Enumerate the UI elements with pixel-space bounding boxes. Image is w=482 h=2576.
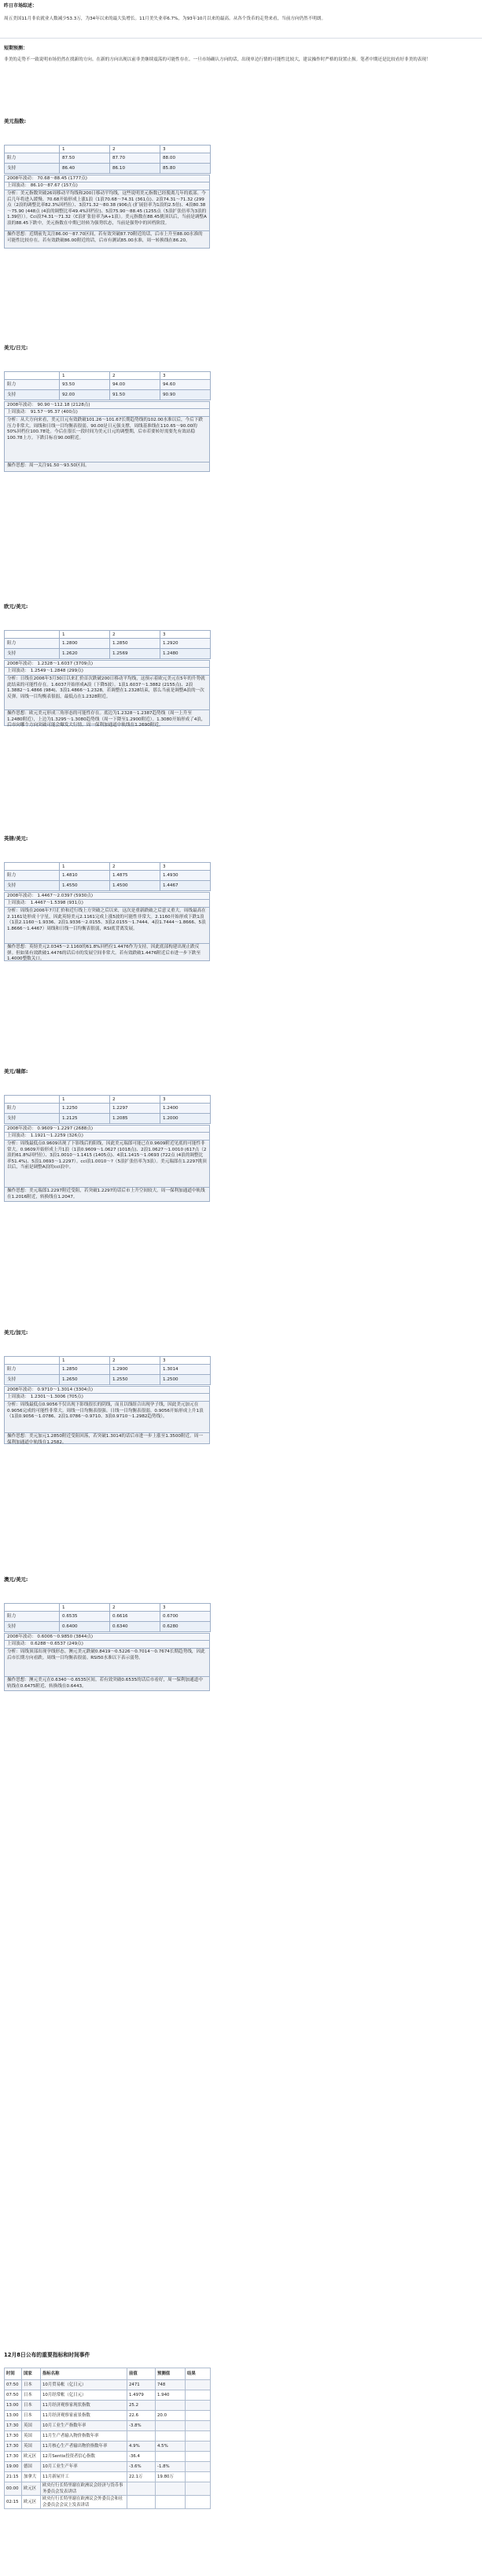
- range-2008: 2008年波动： 1.2328～1.6037 (3709点): [4, 660, 210, 668]
- resistance-value: 1.3014: [160, 1365, 211, 1375]
- cal-previous: -36.4: [127, 2452, 156, 2462]
- levels-col-header: 1: [60, 146, 110, 153]
- levels-col-header: 2: [110, 631, 160, 639]
- cal-time: 17:30: [5, 2441, 22, 2452]
- cal-time: 07:50: [5, 2390, 22, 2401]
- support-label: 支持: [5, 881, 60, 891]
- cal-time: 13:00: [5, 2401, 22, 2411]
- resistance-value: 1.2900: [110, 1365, 160, 1375]
- cal-indicator: 11月新屋开工: [41, 2472, 127, 2482]
- cal-time: 17:30: [5, 2421, 22, 2431]
- resistance-row: [5, 1612, 211, 1622]
- cal-forecast: [156, 2421, 186, 2431]
- levels-col-header: [5, 1357, 60, 1365]
- levels-col-header: [5, 372, 60, 380]
- cal-result: [186, 2462, 211, 2472]
- range-last-week: 上周波动： 1.2301～1.3006 (705点): [4, 1394, 210, 1402]
- levels-col-header: 3: [160, 372, 211, 380]
- analysis-text: 分析：美元指数突破26周移动平均线和200日移动平均线，这些说明美元指数已经脱离几年的底部。今后几年将进入缓慢、70.68开始形成上涨1浪（1浪70.68～74.31 (361点)、2浪74.31～71.32 (299点（2浪的调整比率82.3%回档位）、3浪71.32～80.38 (906点 (扩展倍率为1浪的2.5倍)、4浪80.38～75.90 (448点 (4浪的调整比率49.4%回档位)、5浪75.90～88.45 (1255点（5浪扩张倍率为3浪的1.39倍））。Cci浪74.31～71.32（C浪扩张倍率为A+1浪）。美元指数在88.45挑顶以后，当前是调整A浪的88.45下跌中，美元指数在中期已经转为强势状态，当前是强势中的回档阶段。: [4, 190, 210, 231]
- levels-col-header: 2: [110, 1096, 160, 1104]
- support-row: [5, 881, 211, 891]
- cal-forecast: 1.940: [156, 2390, 186, 2401]
- strategy-text: 操作思想：澳元美元在0.6340～0.6535区间。若有效突破0.6535的话后市看好，周一保利加通道中轨线在0.6475附近、转换线在0.6443。: [4, 1677, 210, 1691]
- levels-col-header: 2: [110, 372, 160, 380]
- levels-col-header: [5, 1604, 60, 1612]
- levels-header-row: [5, 1096, 211, 1104]
- support-row: [5, 1375, 211, 1385]
- support-value: 1.4550: [60, 881, 110, 891]
- cal-indicator: 欧央行行长特里谢在欧洲议会经济与货币事务委员会发表讲话: [41, 2482, 127, 2496]
- cal-country: 日本: [22, 2411, 41, 2421]
- levels-table: [4, 862, 211, 891]
- support-value: 86.10: [110, 164, 160, 174]
- calendar-row: [5, 2401, 211, 2411]
- cal-result: [186, 2421, 211, 2431]
- cal-indicator: 欧央行行长特里谢在欧洲议会外委员会和社会委员会会议上发表讲话: [41, 2496, 127, 2509]
- cal-time: 19:00: [5, 2462, 22, 2472]
- resistance-value: 0.6616: [110, 1612, 160, 1622]
- resistance-row: [5, 1104, 211, 1114]
- forecast-heading: 短期预测：: [4, 46, 28, 51]
- cal-country: 欧元区: [22, 2452, 41, 2462]
- resistance-row: [5, 1365, 211, 1375]
- resistance-value: 1.2297: [110, 1104, 160, 1114]
- calendar-row: [5, 2482, 211, 2496]
- strategy-text: 操作思想：近期前先关注86.00～87.70区间，若有效突破87.70附近的话，后市上升至88.00水准的可能性比较存在。若有效跌破86.00附近的话，后市有测试85.00水准，周一转换线在86.20。: [4, 231, 210, 249]
- resistance-row: [5, 871, 211, 881]
- cal-previous: 22.1万: [127, 2472, 156, 2482]
- resistance-value: 1.4875: [110, 871, 160, 881]
- cal-time: 02:15: [5, 2496, 22, 2509]
- resistance-label: 阻力: [5, 871, 60, 881]
- resistance-value: 87.50: [60, 153, 110, 164]
- cal-previous: -3.6%: [127, 2462, 156, 2472]
- cal-time: 17:30: [5, 2452, 22, 2462]
- cal-country: 英国: [22, 2421, 41, 2431]
- cal-result: [186, 2472, 211, 2482]
- support-value: 1.2500: [160, 1375, 211, 1385]
- cal-forecast: 20.0: [156, 2411, 186, 2421]
- cal-indicator: 10月经常帐（亿日元）: [41, 2390, 127, 2401]
- resistance-value: 94.60: [160, 380, 211, 390]
- support-value: 1.4467: [160, 881, 211, 891]
- support-value: 1.2620: [60, 649, 110, 659]
- cal-time: 13:00: [5, 2411, 22, 2421]
- cal-indicator: 11月生产者输入物价指数年率: [41, 2431, 127, 2441]
- resistance-label: 阻力: [5, 1104, 60, 1114]
- pair-section-title: 美元/加元:: [4, 1329, 28, 1336]
- cal-country: 欧元区: [22, 2496, 41, 2509]
- support-row: [5, 390, 211, 400]
- cal-header-result: 结果: [186, 2368, 211, 2380]
- resistance-value: 1.2850: [60, 1365, 110, 1375]
- analysis-text: 分析：周线最低点0.9056不仅出现下影线很长的阴线，而且以线组合出现孕子线，因此美元加元在0.9056完成的可能性非常大。周线一目均衡表很强。日线一目均衡表很弱。0.9056开始形成上升1浪（1浪0.9056～1.0786、2浪1.0786～0.9710、3浪0.9710～1.2982趋势线）。: [4, 1402, 210, 1433]
- levels-table: [4, 630, 211, 659]
- levels-col-header: [5, 146, 60, 153]
- resistance-value: 0.6700: [160, 1612, 211, 1622]
- levels-header-row: [5, 146, 211, 153]
- cal-result: [186, 2380, 211, 2390]
- levels-col-header: 2: [110, 1604, 160, 1612]
- cal-forecast: [156, 2452, 186, 2462]
- pair-section-title: 美元指数:: [4, 118, 27, 124]
- pair-section-title: 英镑/美元:: [4, 835, 28, 842]
- support-row: [5, 1114, 211, 1124]
- levels-col-header: [5, 863, 60, 871]
- cal-country: 日本: [22, 2380, 41, 2390]
- levels-table: [4, 1356, 211, 1385]
- analysis-text: 分析：日线在2006年3月30日以来汇价首次跌破200日移动平均线，这预示着欧元美元在5年的升势就此结束的可能性存在。1.6037开始形成A浪（下降5波）。1浪1.6037～1.3882 (2155点)、2浪1.3882～1.4866 (984)、3浪1.4866～1.2328，若调整在1.2328结束，那么当前是调整A浪的一次反弹。周线一目均衡表很弱，最低点在1.2328附近。: [4, 676, 210, 710]
- calendar-row: [5, 2472, 211, 2482]
- cal-result: [186, 2401, 211, 2411]
- resistance-label: 阻力: [5, 1612, 60, 1622]
- levels-col-header: 2: [110, 863, 160, 871]
- cal-indicator: 10月贸易帐（亿日元）: [41, 2380, 127, 2390]
- cal-time: 17:30: [5, 2431, 22, 2441]
- calendar-row: [5, 2496, 211, 2509]
- support-label: 支持: [5, 390, 60, 400]
- support-value: 91.50: [110, 390, 160, 400]
- support-value: 1.2550: [110, 1375, 160, 1385]
- cal-forecast: 4.5%: [156, 2441, 186, 2452]
- support-value: 1.2125: [60, 1114, 110, 1124]
- levels-col-header: 3: [160, 1357, 211, 1365]
- calendar-row: [5, 2441, 211, 2452]
- support-row: [5, 1622, 211, 1632]
- support-value: 1.2569: [110, 649, 160, 659]
- resistance-row: [5, 153, 211, 164]
- range-2008: 2008年波动： 0.9710～1.3014 (3304点): [4, 1386, 210, 1394]
- range-2008: 2008年波动： 70.68～88.45 (1777点): [4, 175, 210, 182]
- calendar-title: 12月8日公布的重要指标和时间事件: [4, 2352, 90, 2358]
- pair-section-title: 美元/日元:: [4, 345, 28, 351]
- analysis-text: 分析：周线顶部出现孕线形态。澳元美元跌破0.8419～0.5226～0.7014～0.7674长期趋势线，因此后市长期方向看跌。周线一目均衡表很弱。RSI50水准以下表示弱势。: [4, 1649, 210, 1677]
- strategy-text: 操作思想：美元瑞郎1.2297附近受阻，若突破1.2297的话后市上升空间较大。周一保利加通道中轨线在1.2016附近，转换线在1.2047。: [4, 1188, 210, 1202]
- cal-country: 德国: [22, 2462, 41, 2472]
- pair-section-title: 欧元/美元:: [4, 603, 28, 610]
- calendar-row: [5, 2452, 211, 2462]
- levels-col-header: 2: [110, 146, 160, 153]
- analysis-text: 分析：周线最低点0.9609出现了下影线后的阳线，因此美元瑞郎可能已在0.9609附近见底的可能性非常大。0.9609开始形成上升1浪（1浪0.9609～1.0627 (1018点)、2浪1.0627～1.0010 (617点（2浪的61.8%回档位）、3浪1.0010～1.1415 (1405点)、4浪1.1415～1.0693 (722点 (4浪的调整比率51.4%)、5浪1.0693～1.2297）。cci浪1.0010～?（5浪扩张倍率为3浪）。美元瑞郎在1.2297挑顶以后，当前是调整A浪的cci浪中。: [4, 1141, 210, 1188]
- resistance-label: 阻力: [5, 153, 60, 164]
- support-label: 支持: [5, 649, 60, 659]
- calendar-row: [5, 2411, 211, 2421]
- levels-header-row: [5, 863, 211, 871]
- strategy-text: 操作思想：美元加元1.2850附近受阻回落，若突破1.3014的话后市进一步上涨至1.3500附近。周一保利加通道中轨线在1.2582。: [4, 1433, 210, 1444]
- range-2008: 2008年波动： 0.9609～1.2297 (2688点): [4, 1125, 210, 1133]
- strategy-text: 操作思想：英镑美元2.0345～2.1160的61.8%回档位1.4476作为支持，因此底部构建出现止跌反弹。但如果有效跌破1.4476的话后市的发展空间非常大。若有效跌破1.4476附近后市进一步下跌至1.4000整数关口。: [4, 944, 210, 961]
- support-label: 支持: [5, 164, 60, 174]
- cal-previous: -3.8%: [127, 2421, 156, 2431]
- cal-header-previous: 前值: [127, 2368, 156, 2380]
- calendar-row: [5, 2390, 211, 2401]
- cal-previous: 4.9%: [127, 2441, 156, 2452]
- range-last-week: 上周波动： 1.4467～1.5398 (931点): [4, 900, 210, 908]
- cal-previous: 1.4979: [127, 2390, 156, 2401]
- resistance-value: 1.2920: [160, 639, 211, 649]
- levels-col-header: 1: [60, 1096, 110, 1104]
- divider: [0, 38, 482, 39]
- support-value: 92.00: [60, 390, 110, 400]
- cal-previous: 25.2: [127, 2401, 156, 2411]
- resistance-value: 88.00: [160, 153, 211, 164]
- range-last-week: 上周波动： 86.10～87.67 (157点): [4, 182, 210, 190]
- levels-header-row: [5, 1357, 211, 1365]
- levels-col-header: 3: [160, 863, 211, 871]
- support-value: 0.6340: [110, 1622, 160, 1632]
- support-row: [5, 649, 211, 659]
- cal-country: 加拿大: [22, 2472, 41, 2482]
- support-value: 0.6280: [160, 1622, 211, 1632]
- resistance-value: 1.2400: [160, 1104, 211, 1114]
- analysis-text: 分析：周线在2006年7月汇价和近行线上方突破之后以来，这次是重新跌破之后意义重大，周线最高在2.1161处形成十字星，因此英镑美元2.1161完成上涨5波的可能性非常大。2.1160开始形成下跌1浪（1浪2.1160～1.9336、2浪1.9336～2.0155、3浪2.0155～1.7444、4浪1.7444～1.8666、5浪1.8666～1.4467）周线和日线一目均衡表很弱，RSI底背离发展。: [4, 908, 210, 944]
- cal-previous: 2471: [127, 2380, 156, 2390]
- cal-indicator: 12月Sentix投资者信心指数: [41, 2452, 127, 2462]
- levels-col-header: [5, 631, 60, 639]
- cal-previous: [127, 2431, 156, 2441]
- levels-col-header: 1: [60, 631, 110, 639]
- pair-section-title: 澳元/美元:: [4, 1576, 28, 1583]
- levels-header-row: [5, 1604, 211, 1612]
- cal-previous: 22.6: [127, 2411, 156, 2421]
- levels-col-header: 1: [60, 1604, 110, 1612]
- resistance-label: 阻力: [5, 1365, 60, 1375]
- strategy-text: 操作思想：周一关注91.50～93.50区间。: [4, 463, 210, 472]
- resistance-value: 87.70: [110, 153, 160, 164]
- range-2008: 2008年波动： 1.4467～2.0397 (5930点): [4, 892, 210, 900]
- cal-previous: [127, 2482, 156, 2496]
- range-last-week: 上周波动： 0.6288～0.6537 (249点): [4, 1641, 210, 1649]
- range-last-week: 上周波动： 91.57～95.37 (400点): [4, 409, 210, 417]
- cal-result: [186, 2441, 211, 2452]
- levels-col-header: 2: [110, 1357, 160, 1365]
- resistance-value: 1.4930: [160, 871, 211, 881]
- cal-country: 英国: [22, 2441, 41, 2452]
- resistance-value: 1.4810: [60, 871, 110, 881]
- resistance-row: [5, 639, 211, 649]
- cal-result: [186, 2431, 211, 2441]
- cal-time: 07:50: [5, 2380, 22, 2390]
- support-value: 85.80: [160, 164, 211, 174]
- levels-col-header: 1: [60, 863, 110, 871]
- resistance-label: 阻力: [5, 380, 60, 390]
- levels-col-header: 3: [160, 1604, 211, 1612]
- cal-header-forecast: 预测值: [156, 2368, 186, 2380]
- review-text: 周五美国11月非农就业人数减少53.3万，为34年以来的最大负增长。11月美失业率6.7%，为93年10月以来的最高。从各个货币的走势来看，当前方向仍然不明朗。: [4, 17, 326, 21]
- forecast-text: 非美的走势不一致说明市场仍然在找新的方向。在新的方向出现以前非美继续震荡的可能性存在。一旦市场确认方向的话，出现单边行情的可能性比较大，建议操作时严格的设置止损。笔者中期还是比较看好非美的表现！: [4, 57, 431, 62]
- cal-country: 日本: [22, 2390, 41, 2401]
- cal-result: [186, 2482, 211, 2496]
- cal-previous: [127, 2496, 156, 2509]
- levels-header-row: [5, 631, 211, 639]
- support-value: 1.2650: [60, 1375, 110, 1385]
- strategy-text: 操作思想：欧元美元形成三角形态的可能性存在。底边为1.2328～1.2387趋势线（周一上升至1.2480附近），上边为1.3295～1.3080趋势线（周一下降至1.2900附近）。1.3080开始形成了4浪，后市向哪个方向突破可能会爆发大行情。周一保利加通道中轨线在1.2690附近。: [4, 710, 210, 726]
- cal-forecast: [156, 2431, 186, 2441]
- calendar-row: [5, 2380, 211, 2390]
- cal-forecast: [156, 2401, 186, 2411]
- cal-time: 00:00: [5, 2482, 22, 2496]
- support-value: 90.90: [160, 390, 211, 400]
- cal-indicator: 10月工业生产指数年率: [41, 2421, 127, 2431]
- cal-header-indicator: 指标名称: [41, 2368, 127, 2380]
- analysis-text: 分析：从大方向来看，美元日元有效跌破101.26～101.67长期趋势线的102.00水准以后，今后下跌压力非常大。周线和日线一目均衡表很弱。90.00是日元强支撑，周线基准线在110.65～90.00的50%回档位100.78处。今后在很长一段时间为美元日元的调整期，后市若要转好需要先有效站稳100.78上方。下跌目标在90.00附近。: [4, 417, 210, 463]
- levels-header-row: [5, 372, 211, 380]
- resistance-value: 0.6535: [60, 1612, 110, 1622]
- review-heading: 昨日市场综述：: [4, 3, 38, 9]
- cal-forecast: -1.8%: [156, 2462, 186, 2472]
- levels-col-header: 1: [60, 1357, 110, 1365]
- cal-forecast: [156, 2496, 186, 2509]
- cal-result: [186, 2496, 211, 2509]
- resistance-value: 93.50: [60, 380, 110, 390]
- support-label: 支持: [5, 1622, 60, 1632]
- range-last-week: 上周波动： 1.2549～1.2848 (299点): [4, 668, 210, 676]
- range-2008: 2008年波动： 90.90～112.18 (2128点): [4, 401, 210, 409]
- levels-col-header: 3: [160, 146, 211, 153]
- support-value: 1.2480: [160, 649, 211, 659]
- cal-result: [186, 2452, 211, 2462]
- levels-table: [4, 1095, 211, 1124]
- levels-table: [4, 371, 211, 400]
- support-value: 86.40: [60, 164, 110, 174]
- cal-result: [186, 2411, 211, 2421]
- cal-indicator: 11月核心生产者输出物价指数年率: [41, 2441, 127, 2452]
- cal-forecast: 19.80万: [156, 2472, 186, 2482]
- support-row: [5, 164, 211, 174]
- calendar-row: [5, 2431, 211, 2441]
- levels-table: [4, 1603, 211, 1632]
- cal-indicator: 10月工业生产年率: [41, 2462, 127, 2472]
- levels-col-header: [5, 1096, 60, 1104]
- range-last-week: 上周波动： 1.1921～1.2259 (326点): [4, 1133, 210, 1141]
- cal-time: 21:15: [5, 2472, 22, 2482]
- resistance-value: 1.2800: [60, 639, 110, 649]
- support-label: 支持: [5, 1114, 60, 1124]
- cal-indicator: 11月经济观察家现状指数: [41, 2401, 127, 2411]
- cal-header-country: 国家: [22, 2368, 41, 2380]
- resistance-value: 1.2250: [60, 1104, 110, 1114]
- calendar-row: [5, 2421, 211, 2431]
- cal-header-time: 时间: [5, 2368, 22, 2380]
- support-value: 0.6400: [60, 1622, 110, 1632]
- range-2008: 2008年波动： 0.6006～0.9850 (3844点): [4, 1633, 210, 1641]
- calendar-table: [4, 2368, 211, 2509]
- cal-country: 欧元区: [22, 2482, 41, 2496]
- resistance-value: 94.00: [110, 380, 160, 390]
- resistance-value: 1.2850: [110, 639, 160, 649]
- support-value: 1.4500: [110, 881, 160, 891]
- support-label: 支持: [5, 1375, 60, 1385]
- calendar-header-row: [5, 2368, 211, 2380]
- levels-table: [4, 145, 211, 174]
- cal-forecast: 748: [156, 2380, 186, 2390]
- pair-section-title: 美元/瑞郎:: [4, 1068, 28, 1074]
- cal-indicator: 11月经济观察家前景指数: [41, 2411, 127, 2421]
- calendar-row: [5, 2462, 211, 2472]
- cal-forecast: [156, 2482, 186, 2496]
- resistance-row: [5, 380, 211, 390]
- resistance-label: 阻力: [5, 639, 60, 649]
- support-value: 1.2085: [110, 1114, 160, 1124]
- cal-country: 英国: [22, 2431, 41, 2441]
- support-value: 1.2000: [160, 1114, 211, 1124]
- levels-col-header: 1: [60, 372, 110, 380]
- cal-result: [186, 2390, 211, 2401]
- levels-col-header: 3: [160, 631, 211, 639]
- cal-country: 日本: [22, 2401, 41, 2411]
- levels-col-header: 3: [160, 1096, 211, 1104]
